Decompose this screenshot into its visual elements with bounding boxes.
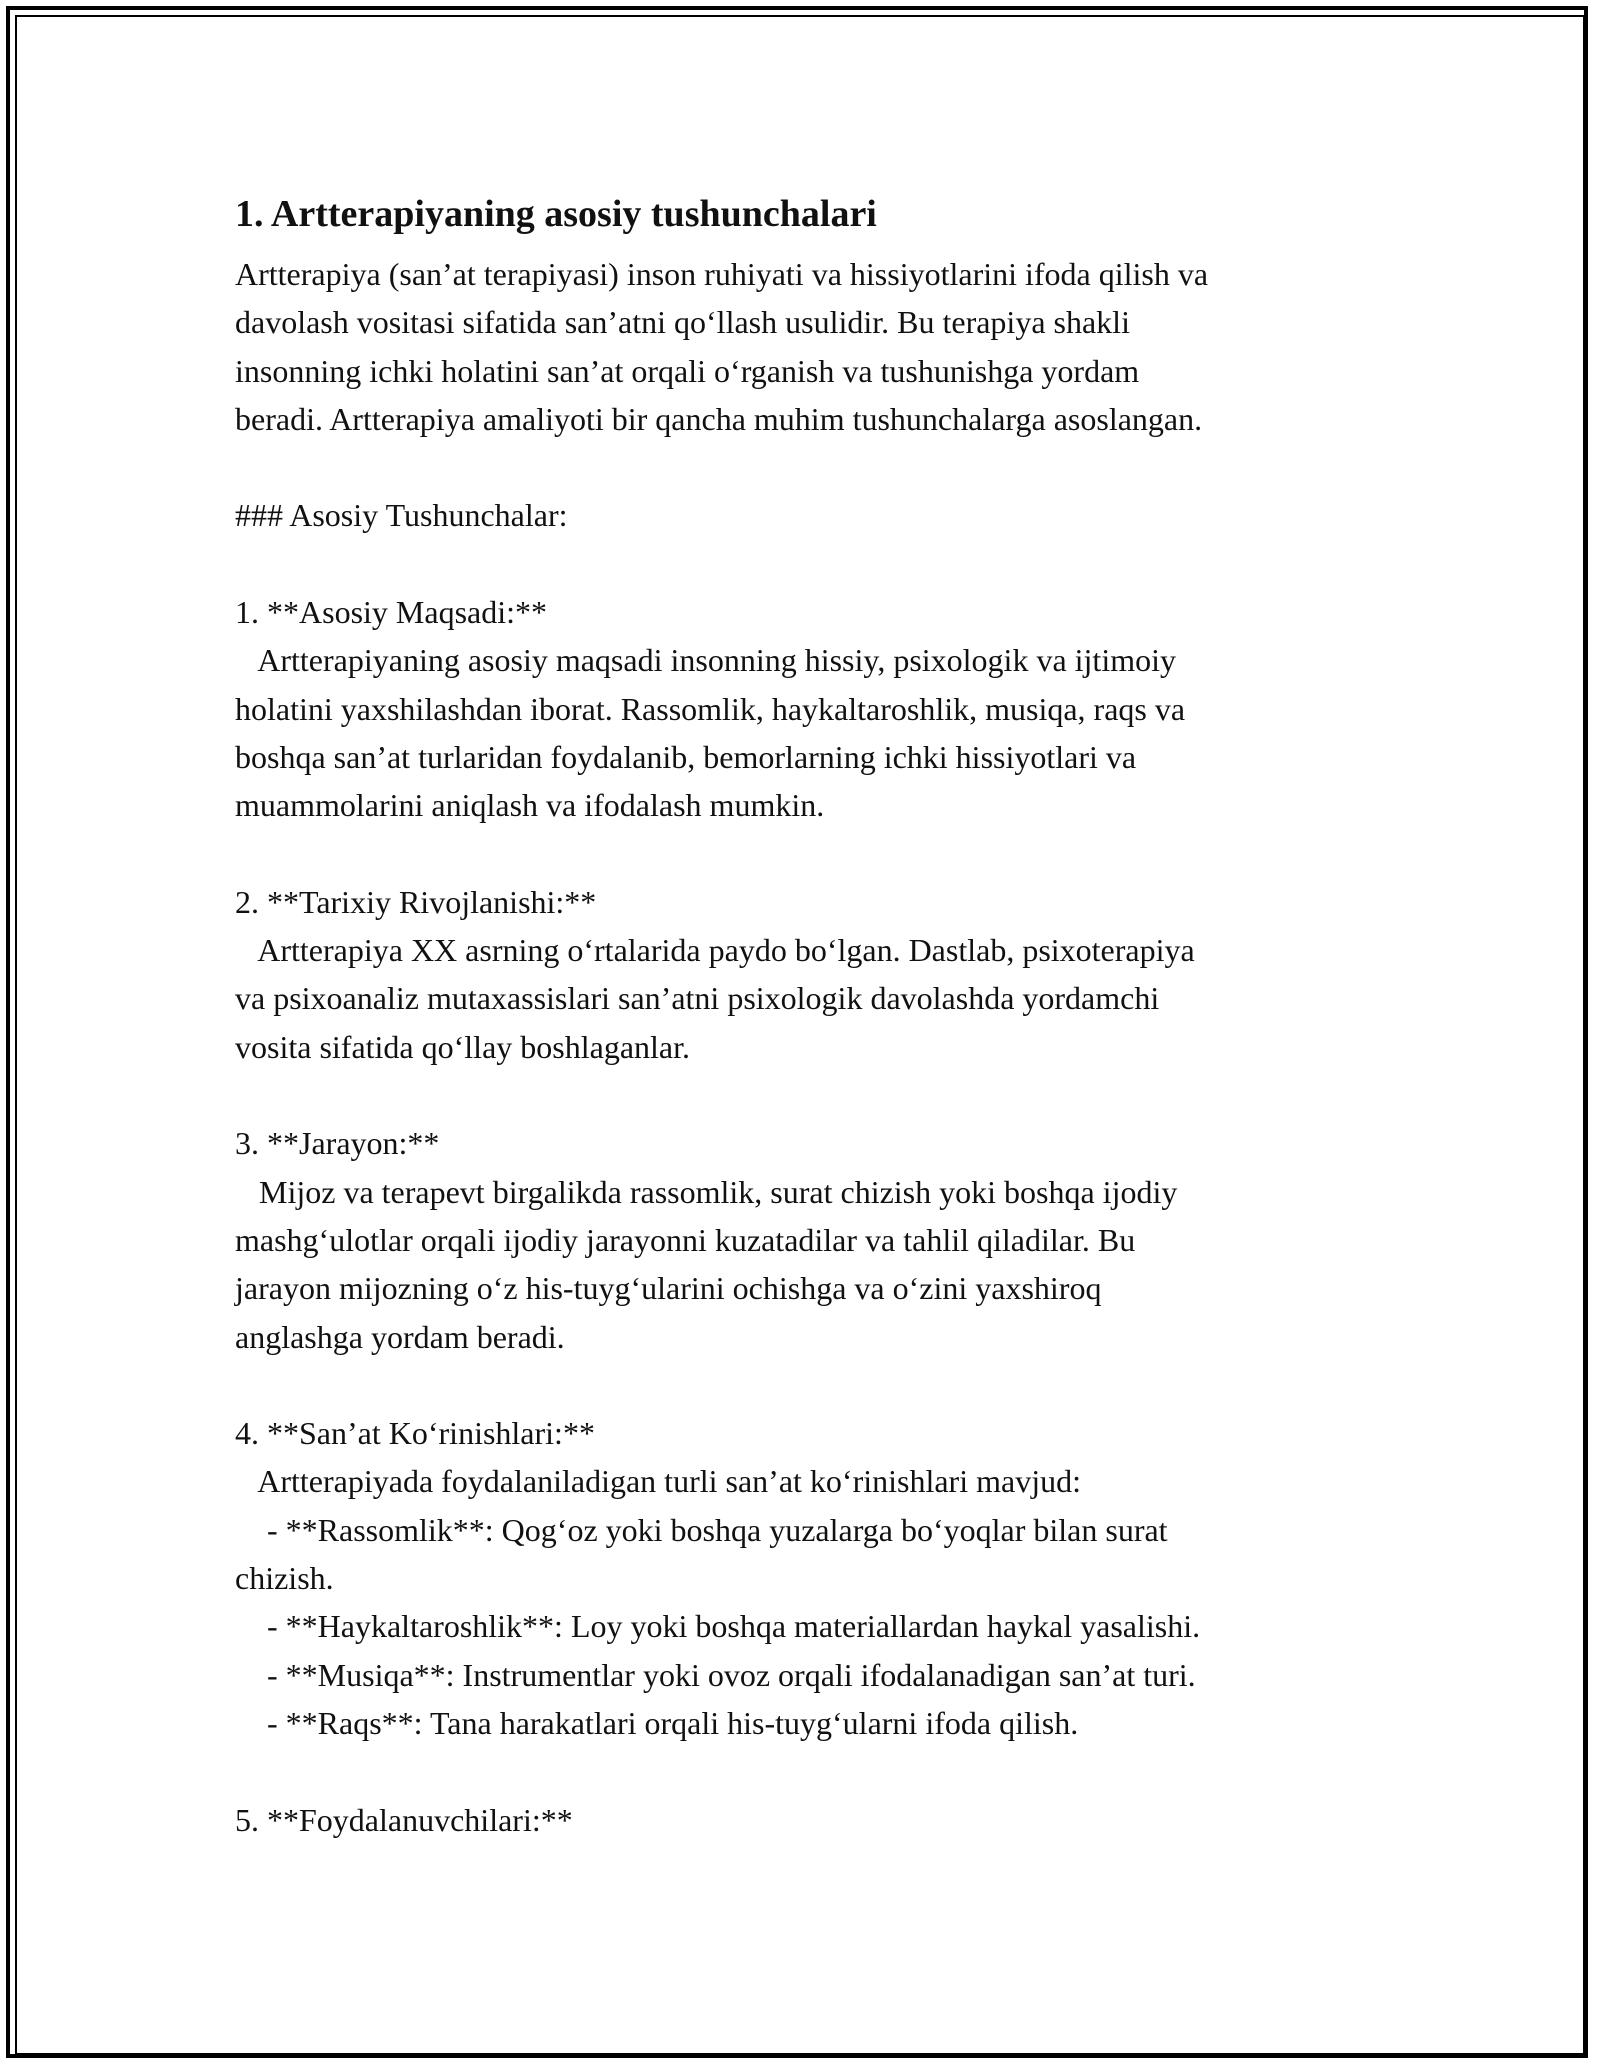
document-text <box>235 250 1385 1844</box>
text-line: jarayon mijozning o‘z his-tuyg‘ularini ochishga va o‘zini yaxshiroq <box>235 1270 1102 1307</box>
text-line: Mijoz va terapevt birgalikda rassomlik, surat chizish yoki boshqa ijodiy <box>235 1173 1178 1210</box>
text-line: 1. **Asosiy Maqsadi:** <box>235 594 547 631</box>
text-line: Artterapiyaning asosiy maqsadi insonning hissiy, psixologik va ijtimoiy <box>235 642 1176 679</box>
text-line: chizish. <box>235 1560 334 1597</box>
blank-line <box>235 540 1385 588</box>
text-line: 4. **San’at Ko‘rinishlari:** <box>235 1415 595 1452</box>
blank-line <box>235 443 1385 491</box>
document-title: 1. Artterapiyaning asosiy tushunchalari <box>235 193 877 235</box>
text-line: Artterapiyada foydalaniladigan turli san’at ko‘rinishlari mavjud: <box>235 1463 1081 1500</box>
text-line: Artterapiya XX asrning o‘rtalarida paydo bo‘lgan. Dastlab, psixoterapiya <box>235 932 1195 969</box>
blank-line <box>235 830 1385 878</box>
text-line: 5. **Foydalanuvchilari:** <box>235 1801 573 1838</box>
text-line: - **Rassomlik**: Qog‘oz yoki boshqa yuzalarga bo‘yoqlar bilan surat <box>235 1511 1168 1548</box>
text-line: beradi. Artterapiya amaliyoti bir qancha muhim tushunchalarga asoslangan. <box>235 400 1203 437</box>
text-line: boshqa san’at turlaridan foydalanib, bemorlarning ichki hissiyotlari va <box>235 738 1137 775</box>
text-line: anglashga yordam beradi. <box>235 1318 565 1355</box>
text-line: Artterapiya (san’at terapiyasi) inson ruhiyati va hissiyotlarini ifoda qilish va <box>235 256 1209 292</box>
text-line: - **Raqs**: Tana harakatlari orqali his-tuyg‘ularni ifoda qilish. <box>235 1704 1079 1741</box>
text-line: va psixoanaliz mutaxassislari san’atni psixologik davolashda yordamchi <box>235 980 1160 1017</box>
text-line: - **Musiqa**: Instrumentlar yoki ovoz orqali ifodalanadigan san’at turi. <box>235 1656 1196 1693</box>
text-line: davolash vositasi sifatida san’atni qo‘llash usulidir. Bu terapiya shakli <box>235 304 1130 341</box>
blank-line <box>235 1071 1385 1119</box>
text-line: muammolarini aniqlash va ifodalash mumkin. <box>235 787 825 824</box>
text-line: ### Asosiy Tushunchalar: <box>235 497 568 534</box>
text-line: mashg‘ulotlar orqali ijodiy jarayonni kuzatadilar va tahlil qiladilar. Bu <box>235 1221 1136 1258</box>
text-line: - **Haykaltaroshlik**: Loy yoki boshqa materiallardan haykal yasalishi. <box>235 1608 1201 1645</box>
blank-line <box>235 1361 1385 1409</box>
text-line: holatini yaxshilashdan iborat. Rassomlik, haykaltaroshlik, musiqa, raqs va <box>235 690 1186 727</box>
blank-line <box>235 1747 1385 1795</box>
text-line: 2. **Tarixiy Rivojlanishi:** <box>235 883 597 920</box>
document-body <box>235 186 1385 1844</box>
text-line: vosita sifatida qo‘llay boshlaganlar. <box>235 1028 690 1065</box>
text-line: insonning ichki holatini san’at orqali o‘rganish va tushunishga yordam <box>235 352 1140 389</box>
text-line: 3. **Jarayon:** <box>235 1125 440 1162</box>
